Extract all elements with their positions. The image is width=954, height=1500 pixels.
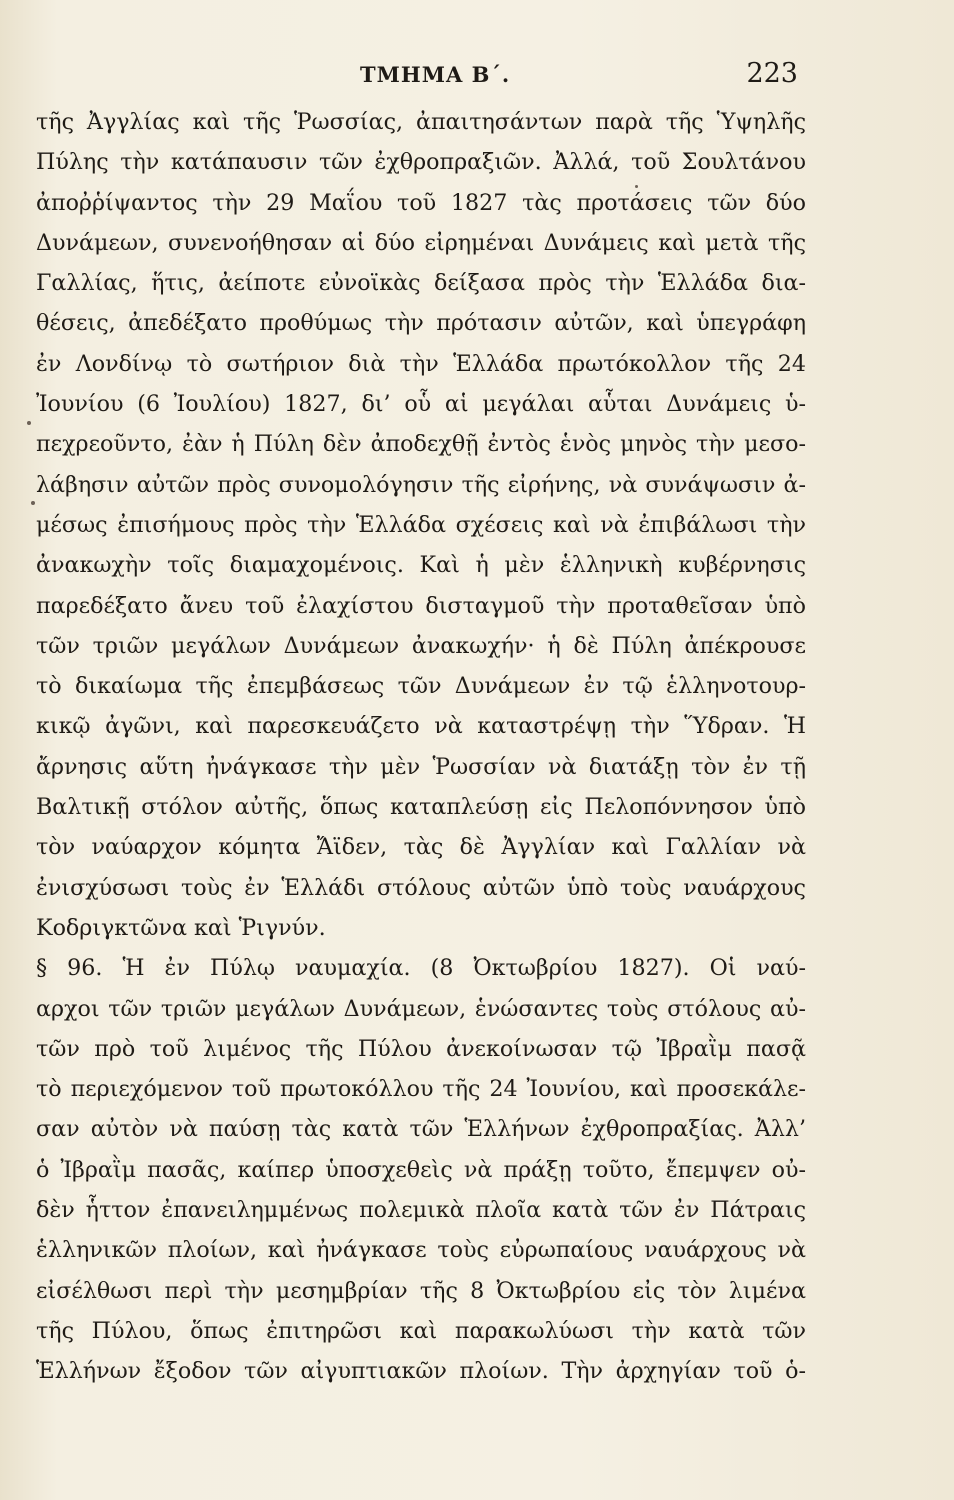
text-line: Δυνάμεων, συνενοήθησαν αἱ δύο εἰρημέναι Δυνάμεις καὶ μετὰ τῆς — [36, 229, 806, 256]
text-line: Πύλης τὴν κατάπαυσιν τῶν ἐχθροπραξιῶν. Ἀλλά, τοῦ Σουλτάνου — [36, 149, 806, 176]
text-line: τῶν τριῶν μεγάλων Δυνάμεων ἀνακωχήν· ἡ δὲ Πύλη ἀπέκρουσε — [36, 632, 806, 659]
page-number: 223 — [746, 58, 798, 89]
text-line: εἰσέλθωσι περὶ τὴν μεσημβρίαν τῆς 8 Ὀκτωβρίου εἰς τὸν λιμένα — [36, 1277, 806, 1304]
text-line: αρχοι τῶν τριῶν μεγάλων Δυνάμεων, ἑνώσαντες τοὺς στόλους αὐ- — [36, 995, 806, 1022]
text-line: τὸ δικαίωμα τῆς ἐπεμβάσεως τῶν Δυνάμεων ἐν τῷ ἑλληνοτουρ- — [36, 673, 806, 700]
print-speck — [31, 501, 35, 505]
text-line: θέσεις, ἀπεδέξατο προθύμως τὴν πρότασιν αὐτῶν, καὶ ὑπεγράφη — [36, 310, 806, 337]
body-text — [36, 102, 806, 1392]
text-line: τῆς Πύλου, ὅπως ἐπιτηρῶσι καὶ παρακωλύωσι τὴν κατὰ τῶν — [36, 1317, 806, 1344]
text-line: ἑλληνικῶν πλοίων, καὶ ἠνάγκασε τοὺς εὐρωπαίους ναυάρχους νὰ — [36, 1237, 806, 1264]
text-line: ἀνακωχὴν τοῖς διαμαχομένοις. Καὶ ἡ μὲν ἑλληνικὴ κυβέρνησις — [36, 552, 806, 579]
text-line: πεχρεοῦντο, ἐὰν ἡ Πύλη δὲν ἀποδεχθῇ ἐντὸς ἑνὸς μηνὸς τὴν μεσο- — [36, 431, 806, 458]
print-speck — [635, 185, 638, 188]
text-line: ἄρνησις αὕτη ἠνάγκασε τὴν μὲν Ῥωσσίαν νὰ διατάξῃ τὸν ἐν τῇ — [36, 753, 806, 780]
text-line: ἐν Λονδίνῳ τὸ σωτήριον διὰ τὴν Ἑλλάδα πρωτόκολλον τῆς 24 — [36, 350, 806, 377]
text-line: ἀποῤῥίψαντος τὴν 29 Μαΐου τοῦ 1827 τὰς προτάσεις τῶν δύο — [36, 189, 806, 216]
text-line: κικῷ ἀγῶνι, καὶ παρεσκευάζετο νὰ καταστρέψῃ τὴν Ὕδραν. Ἡ — [36, 713, 806, 740]
text-line: Ἑλλήνων ἔξοδον τῶν αἰγυπτιακῶν πλοίων. Τὴν ἀρχηγίαν τοῦ ὁ- — [36, 1358, 806, 1385]
page-header — [30, 58, 810, 94]
text-line: τῶν πρὸ τοῦ λιμένος τῆς Πύλου ἀνεκοίνωσαν τῷ Ἰβραῒμ πασᾷ — [36, 1035, 806, 1062]
text-line: μέσως ἐπισήμους πρὸς τὴν Ἑλλάδα σχέσεις καὶ νὰ ἐπιβάλωσι τὴν — [36, 511, 806, 538]
text-line: παρεδέξατο ἄνευ τοῦ ἐλαχίστου δισταγμοῦ τὴν προταθεῖσαν ὑπὸ — [36, 592, 806, 619]
section-heading-line: § 96. Ἡ ἐν Πύλῳ ναυμαχία. (8 Ὀκτωβρίου 1827). Οἱ ναύ- — [36, 955, 806, 982]
text-line: τὸν ναύαρχον κόμητα Ἄϊδεν, τὰς δὲ Ἀγγλίαν καὶ Γαλλίαν νὰ — [36, 834, 806, 861]
text-line: Ἰουνίου (6 Ἰουλίου) 1827, δι’ οὗ αἱ μεγάλαι αὗται Δυνάμεις ὑ- — [36, 391, 806, 418]
print-speck — [27, 421, 31, 425]
text-line: Κοδριγκτῶνα καὶ Ῥιγνύν. — [36, 914, 326, 941]
text-line: Γαλλίας, ἥτις, ἀείποτε εὐνοϊκὰς δείξασα πρὸς τὴν Ἑλλάδα δια- — [36, 270, 806, 297]
text-line: τὸ περιεχόμενον τοῦ πρωτοκόλλου τῆς 24 Ἰουνίου, καὶ προσεκάλε- — [36, 1076, 806, 1103]
text-line: ὁ Ἰβραῒμ πασᾶς, καίπερ ὑποσχεθεὶς νὰ πράξῃ τοῦτο, ἔπεμψεν οὐ- — [36, 1156, 806, 1183]
text-line: δὲν ἧττον ἐπανειλημμένως πολεμικὰ πλοῖα κατὰ τῶν ἐν Πάτραις — [36, 1197, 806, 1224]
running-head: ΤΜΗΜΑ Β΄. — [360, 62, 511, 87]
text-line: λάβησιν αὐτῶν πρὸς συνομολόγησιν τῆς εἰρήνης, νὰ συνάψωσιν ἀ- — [36, 471, 806, 498]
text-line: τῆς Ἀγγλίας καὶ τῆς Ῥωσσίας, ἀπαιτησάντων παρὰ τῆς Ὑψηλῆς — [36, 109, 806, 135]
text-line: σαν αὐτὸν νὰ παύσῃ τὰς κατὰ τῶν Ἑλλήνων ἐχθροπραξίας. Ἀλλ’ — [36, 1116, 806, 1143]
text-line: Βαλτικῇ στόλον αὐτῆς, ὅπως καταπλεύσῃ εἰς Πελοπόννησον ὑπὸ — [36, 794, 806, 821]
text-line: ἐνισχύσωσι τοὺς ἐν Ἑλλάδι στόλους αὐτῶν ὑπὸ τοὺς ναυάρχους — [36, 874, 806, 901]
